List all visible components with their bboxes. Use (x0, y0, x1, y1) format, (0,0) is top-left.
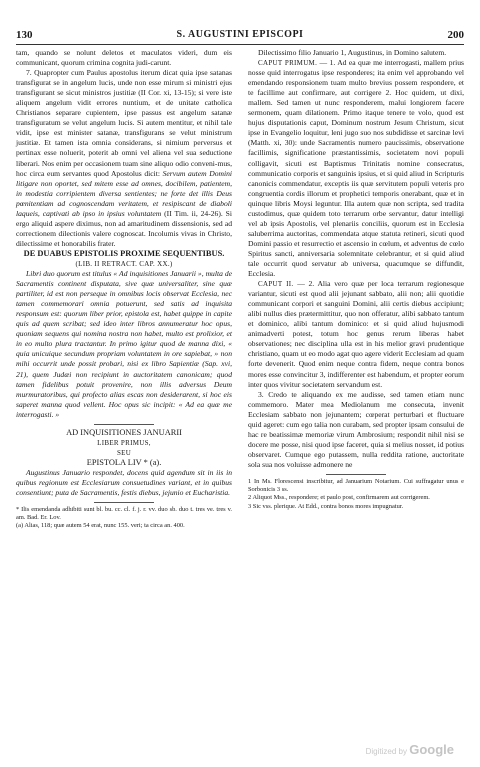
retractationes-paragraph: Libri duo quorum est titulus « Ad inquisitiones Januarii », multa de Sacramentis continent disputata, sive quæ universaliter, sine quæ partiliter, id est non perseque in omnibus locis observat Ecclesia, nec tamen commemorari omnia potuerunt, sed satis ad inquisita responsum est: quorum liber prior, epistola est, habet quippe in capite quis ad quem scribat; sed ideo inter libros annumeratur hoc opus, quoniam sequens qui nomina nostra non habet, multo est prolixior, et in eo multo plura tractantur. In primo igitur quod de manna dixi, « quia unicuique secundum propriam voluntatem in ore sapiebat, » non mihi occurrit unde possit probari, nisi ex libro Sapientiæ (Sap. xvi, 21), quem Judæi non recipiunt in auctoritatem canonicam; quod tamen fidelibus potuit provenire, non illis adversus Deum murmuratoribus, qui profecto alias escas non desiderarent, si hoc eis saperet manna quod vellent. Hoc opus sic incipit: « Ad ea quæ me interrogasti. » (16, 269, 232, 419)
section-heading-de-duabus: DE DUABUS EPISTOLIS PROXIME SEQUENTIBUS. (23, 248, 225, 258)
paragraph-7-ending: (II Tim. ii, 24-26). Si ergo aliquid aspere diximus, non ad amaritudinem dissensionis, sed ad correctionem dilectionis valere cognoscat. Incolumis vivas in Christo, dilectissime et honorabilis frater. (16, 208, 232, 248)
page-number-left: 130 (16, 29, 33, 41)
running-title: S. AUGUSTINI EPISCOPI (176, 29, 304, 40)
paragraph-3: 3. Credo te aliquando ex me audisse, sed tamen etiam nunc commemoro. Mater mea Mediolanum me consecuta, invenit Ecclesiam sabbato non jejunantem; cœperat perturbari et fluctuare quid ageret: cum ego talia non curabam, sed propter ipsam consului de hac re beatissimæ memoriæ virum Ambrosium; respondit nihil nisi se docere me posse, nisi quod ipse faceret, quia si melius nosset, id potius observaret. Cumque ego putassem, nulla reddita ratione, auctoritate sola sua nos voluisse admonere ne (248, 389, 464, 469)
paragraph-7-quotation: Servum autem Domini litigare non oportet, sed mitem esse ad omnes, docibilem, patientem, in modestia corripientem diversa sentientes; ne forte det illis Deus pœnitentiam ad cognoscendam veritatem, et resipiscant de diaboli laqueis, captivati ab ipso in ipsius voluntatem (16, 168, 232, 218)
footnote-left-1: * Ilis emendanda adhibiti sunt bl. bu. cc. cl. f. j. r. vv. duo sb. duo t. tres ve. tres v. am. Bad. Er. Lov. (16, 506, 232, 522)
left-column (16, 48, 232, 531)
caput-ii-text: — 2. Alia vero quæ per loca terrarum regionesque variantur, sicuti est quod alii jejunant sabbato, alii non; alii quotidie communicant corpori et sanguini Domini, alii certis diebus accipiunt; alibi nullus dies prætermittitur, quo non offeratur, alibi sabbato tantum et dominico, alibi tantum dominico: et si quid aliud hujusmodi animadverti potest, totum hoc genus rerum liberas habet observationes; nec disciplina ulla est in his melior gravi prudentique christiano, quam ut eo modo agat quo agere viderit Ecclesiam ad quam forte devenerit. Quod enim neque contra fidem, neque contra bonos mores esse convincitur 3, indifferenter est habendum, et propter eorum inter quos vivitur societatem servandum est. (248, 279, 464, 389)
google-logo: Google (409, 742, 454, 757)
caput-ii-label: CAPUT II. (258, 280, 294, 289)
caput-primum-text: — 1. Ad ea quæ me interrogasti, mallem prius nosse quid interrogatus ipse responderes; ita enim vel approbando vel emendando responsionem tuam multo brevius possem respondere, et te facillime aut confirmare, aut corrigere 2. Hoc quidem, ut dixi, mallem. Sed tamen ut nunc responderem, malui longiorem facere sermonem, quam dilationem. Primo itaque tenere te volo, quod est hujus disputationis caput, Dominum nostrum Jesum Christum, sicut ipse in Evangelio loquitur, leni jugo suo nos subdidisse et sarcinæ levi (Matth. xi, 30): unde Sacramentis numero paucissimis, observatione facillimis, significatione præstantissimis, societatem novi populi colligavit, sicuti est Baptismus Trinitatis nomine consecratus, communicatio corporis et sanguinis ipsius, et si quid aliud in Scripturis canonicis commendatur, exceptis iis quæ servitutem populi veteris pro congruentia cordis illorum et prophetici temporis onerabant, quæ et in quinque libris Moysi leguntur. Illa autem quæ non scripta, sed tradita custodimus, quæ quidem toto terrarum orbe servantur, datur intelligi vel ab ipsis Apostolis, vel plenariis conciliis, quorum est in Ecclesia saluberrima auctoritas, commendata atque statuta retineri, sicuti quod Domini passio et resurrectio et ascensio in cœlum, et adventus de cœlo Spiritus sancti, anniversaria solemnitate celebrantur, et si quid aliud tale occurrit quod servatur ab universa, quacumque se diffundit, Ecclesia. (248, 58, 464, 279)
paragraph-continuation: tam, quando se nolunt deletos et maculatos videri, dum eis communicant, quorum crimina cognita judi-carunt. (16, 48, 232, 68)
section-divider (94, 424, 154, 425)
heading-epistola: EPISTOLA LIV * (a). (86, 457, 162, 467)
footnote-right-2: 2 Aliquot Mss., respondere; et paulo post, confirmarem aut corrigerem. (248, 494, 430, 502)
heading-seu: SEU (116, 448, 132, 457)
footnote-left-2: (a) Alias, 118; quæ autem 54 erat, nunc 155. veri; ta circa an. 400. (16, 522, 185, 530)
caput-ii-paragraph (248, 279, 464, 390)
paragraph-7-text: 7. Quapropter cum Paulus apostolus iterum dicat quia ipse satanas transfigurat se in angelum lucis, unde non esse mirum si ministri ejus transfigurant se sicut ministros justitiæ (II Cor. xi, 13-15); si vere iste aliquem angelum vidit errores nuntium, et de unitate catholica Christianos separare cupientem, ipse passus est angelum satanæ transfiguratum se velut angelum lucis. Si autem mentitur, et nihil tale vidit, ipse est minister satanæ, transfigurans se velut ministrum justitiæ. Et tamen ista omnia considerans, si nimium perversus et pertinax esse noluerit, poterit ab omni vel aliena vel sua seductione liberari. Nos enim per occasionem tuam sine aliquo odio conveni-mus, hoc circa eum servantes quod Apostolus dicit: (16, 68, 232, 178)
footnote-right-1: 1 In Ms. Florescensi inscribitur, ad Januarium Notarium. Cui suffragatur unus e Sorbonicis 3 ss. (248, 477, 464, 494)
watermark-prefix: Digitized by (365, 747, 407, 756)
page-number-right: 200 (447, 29, 464, 41)
right-column (248, 48, 464, 511)
salutation: Dilectissimo filio Januario 1, Augustinus, in Domino salutem. (258, 48, 447, 57)
epistola-summary: Augustinus Januario respondet, docens quid agendum sit in iis in quibus regionum est Ecclesiarum consuetudines variant, et in quibus consentiunt; puta de Sacramentis, festis diebus, jejunio et Eucharistia. (16, 467, 232, 498)
footnote-right-3: 3 Sic vss. plerique. At Edd., contra bonos mores impugnatur. (248, 502, 404, 510)
heading-ad-inquisitiones: AD INQUISITIONES JANUARII (66, 427, 182, 437)
footnote-divider-left (94, 502, 154, 503)
paragraph-7 (16, 68, 232, 249)
heading-liber-primus: LIBER PRIMUS, (97, 438, 151, 447)
section-heading-retract: (LIB. II RETRACT. CAP. XX.) (75, 259, 173, 268)
caput-primum-label: CAPUT PRIMUM. (258, 59, 318, 68)
digitization-watermark (366, 742, 454, 757)
footnote-divider-right (326, 474, 386, 475)
caput-primum-paragraph (248, 58, 464, 279)
page-header (16, 29, 464, 43)
header-rule (16, 44, 464, 45)
